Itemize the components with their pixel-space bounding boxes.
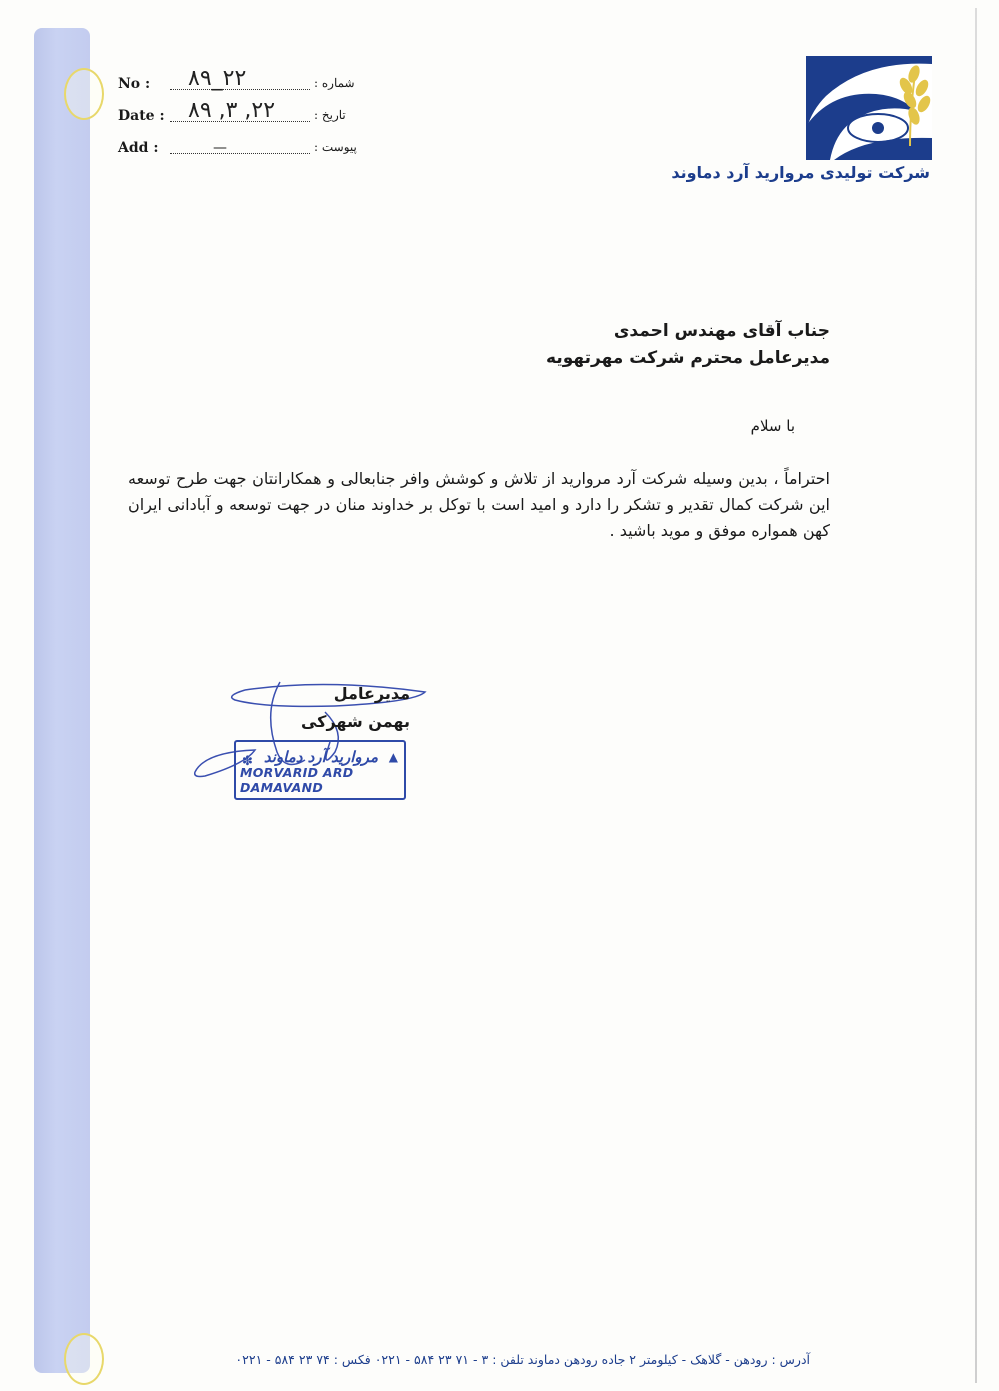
attachment-row <box>118 134 368 166</box>
recipient-block <box>480 318 830 372</box>
recipient-line-1: جناب آقای مهندس احمدی <box>613 321 830 341</box>
date-label-en: Date : <box>118 108 165 124</box>
attachment-line <box>170 153 310 154</box>
stamp-persian-text: مروارید آرد دماوند <box>263 748 378 766</box>
strip-hole-bottom <box>64 1333 104 1385</box>
stamp-english-text: MORVARID ARD DAMAVAND <box>240 765 354 795</box>
company-stamp <box>234 740 406 800</box>
date-value: ۸۹ ,۳ ,۲۲ <box>188 98 276 123</box>
number-label-fa: شماره : <box>314 76 355 90</box>
stamp-mountain-icon: ▲ <box>388 750 398 764</box>
number-value: ۸۹_۲۲ <box>188 66 247 91</box>
signer-block <box>250 680 410 736</box>
decorative-side-strip <box>34 28 90 1373</box>
page-edge <box>975 8 977 1383</box>
company-logo <box>806 56 932 160</box>
attachment-label-fa: پیوست : <box>314 140 357 154</box>
date-label-fa: تاریخ : <box>314 108 346 122</box>
recipient-line-2: مدیرعامل محترم شرکت مهرتهویه <box>546 348 830 368</box>
attachment-value: — <box>213 140 228 156</box>
signer-title: مدیرعامل <box>333 684 410 703</box>
stamp-wheat-icon: ✽ <box>242 754 253 769</box>
company-name: شرکت تولیدی مروارید آرد دماوند <box>671 163 930 182</box>
greeting: با سلام <box>750 417 795 435</box>
footer-address: آدرس : رودهن - گلاهک - کیلومتر ۲ جاده رودهن دماوند تلفن : ۳ - ۷۱ ۲۳ ۵۸۴ - ۰۲۲۱ فکس : ۷۴ ۲۳ ۵۸۴ - ۰۲۲۱ <box>235 1352 810 1367</box>
signer-name: بهمن شهرکی <box>300 712 410 731</box>
attachment-label-en: Add : <box>118 140 159 156</box>
letter-meta-block <box>118 66 368 166</box>
strip-hole-top <box>64 68 104 120</box>
date-row <box>118 98 368 134</box>
number-label-en: No : <box>118 76 151 92</box>
letter-body: احتراماً ، بدین وسیله شرکت آرد مروارید از تلاش و کوشش وافر جنابعالی و همکارانتان جهت طرح توسعه این شرکت کمال تقدیر و تشکر را دارد و امید است با توکل بر خداوند منان در جهت توسعه و آبادانی ایران کهن همواره موفق و موید باشید . <box>128 469 830 540</box>
